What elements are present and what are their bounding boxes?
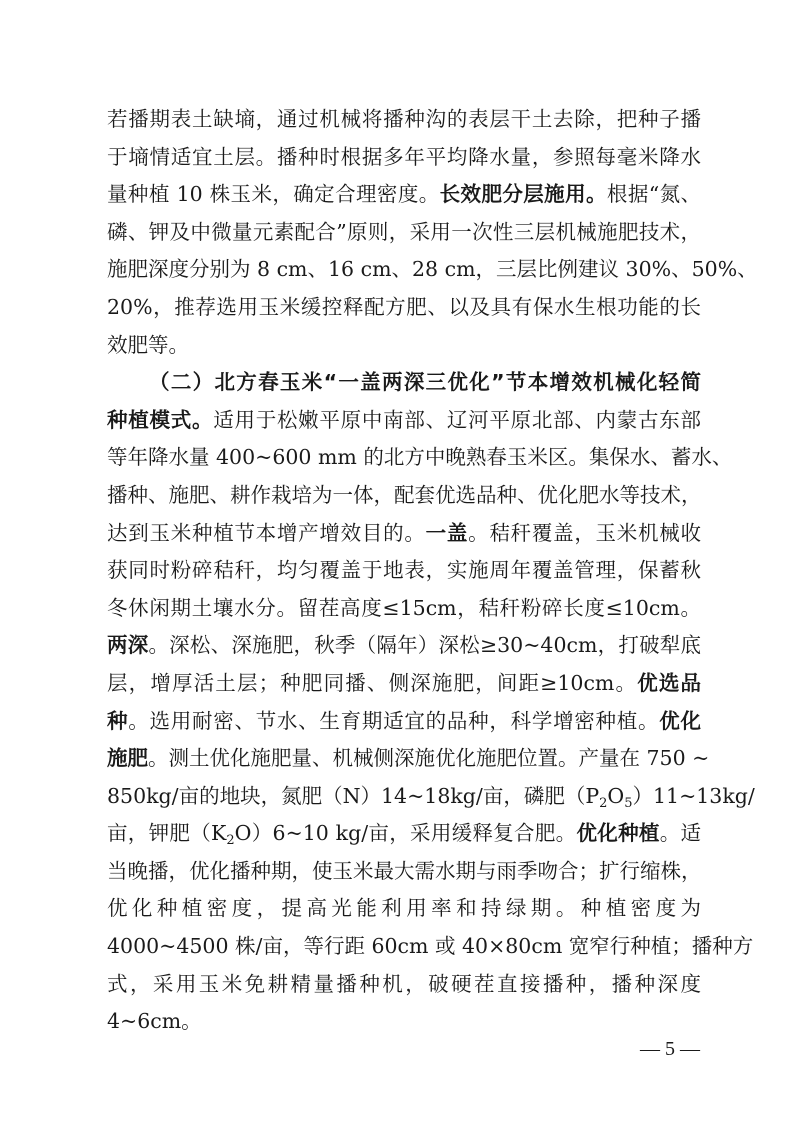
text-line [107,890,701,928]
text-segment: 磷、钾及中微量元素配合”原则，采用一次性三层机械施肥技术， [107,219,701,244]
text-segment: 。秸秆覆盖，玉米机械收 [468,520,702,545]
text-segment: 施肥深度分别为 8 cm、16 cm、28 cm，三层比例建议 30%、50%、 [107,257,758,282]
text-line [107,101,701,139]
text-line [107,665,701,703]
text-segment: O）6~10 kg/亩，采用缓释复合肥。 [234,821,577,846]
text-segment: 2 [226,833,235,849]
paragraph [107,101,758,364]
text-segment: 优化种植密度，提高光能利用率和持绿期。种植密度为 [107,896,701,921]
bold-text: 种植模式。 [107,407,214,432]
text-segment: O [607,783,625,808]
text-segment: 量种植 10 株玉米，确定合理密度。 [107,182,440,207]
text-segment: 850kg/亩的地块，氮肥（N）14~18kg/亩，磷肥（P [107,783,600,808]
text-line [107,176,701,214]
text-segment: 层，增厚活土层；种肥同播、侧深施肥，间距≥10cm。 [107,670,638,695]
text-segment: 亩，钾肥（K [107,821,227,846]
text-segment: 20%，推荐选用玉米缓控释配方肥、以及具有保水生根功能的长 [107,294,701,319]
text-line [107,966,701,1004]
text-line [107,364,701,402]
text-line [107,928,754,966]
text-segment: 若播期表土缺墒，通过机械将播种沟的表层干土去除，把种子播 [107,107,701,131]
text-segment: 。适 [659,821,701,846]
text-segment: 当晚播，优化播种期，使玉米最大需水期与雨季吻合；扩行缩株， [107,858,702,883]
text-line [107,515,701,553]
page-number: — 5 — [640,1038,700,1060]
text-segment: 。选用耐密、节水、生育期适宜的品种，科学增密种植。 [128,708,660,733]
text-line [107,815,701,853]
text-segment: 达到玉米种植节本增产增效目的。 [107,520,426,545]
text-line [107,139,701,177]
text-segment: 适用于松嫩平原中南部、辽河平原北部、内蒙古东部 [213,407,702,432]
text-line [107,552,701,590]
bold-text: 优选品 [637,670,702,695]
bold-text: 施肥 [107,746,148,771]
text-segment: 根据“氮、 [606,182,702,207]
text-line [107,289,701,327]
text-segment: 式，采用玉米免耕精量播种机，破硬茬直接播种，播种深度 [107,971,701,996]
body-text [107,101,758,1041]
bold-text: 一盖 [425,520,469,545]
text-line [107,402,701,440]
text-line [107,439,733,477]
text-segment: 5 [624,795,633,811]
text-line [107,327,701,365]
text-segment: 。深松、深施肥，秋季（隔年）深松≥30~40cm，打破犁底 [148,633,702,658]
text-line [107,703,701,741]
text-line [107,590,701,628]
bold-text: 优化种植 [576,821,660,846]
bold-text: 长效肥分层施用。 [439,182,607,207]
text-segment: ）11~13kg/ [632,783,755,808]
text-segment: 效肥等。 [107,332,189,357]
text-line [107,778,755,816]
paragraph [107,364,755,1041]
text-segment: 2 [599,795,608,811]
text-line [107,740,710,778]
text-line [107,853,701,891]
text-segment: 冬休闲期土壤水分。留茬高度≤15cm，秸秆粉碎长度≤10cm。 [107,595,701,620]
text-line [107,251,758,289]
text-line [107,1003,701,1041]
bold-text: 种 [107,708,129,733]
text-segment: 播种、施肥、耕作栽培为一体，配套优选品种、优化肥水等技术， [107,482,702,507]
bold-text: 两深 [107,633,149,658]
text-line [107,214,701,252]
text-line [107,627,701,665]
text-segment: 获同时粉碎秸秆，均匀覆盖于地表，实施周年覆盖管理，保蓄秋 [107,558,701,583]
text-segment: 等年降水量 400~600 mm 的北方中晚熟春玉米区。集保水、蓄水、 [107,445,733,470]
text-segment: 于墒情适宜土层。播种时根据多年平均降水量，参照每毫米降水 [107,144,701,169]
text-line [107,477,701,515]
text-segment: 。测土优化施肥量、机械侧深施优化施肥位置。产量在 750 ~ [148,746,710,771]
bold-text: 优化 [659,708,702,733]
text-segment: 4000~4500 株/亩，等行距 60cm 或 40×80cm 宽窄行种植；播种方 [107,934,754,959]
text-segment: 4~6cm。 [107,1009,202,1034]
bold-text: （二）北方春玉米“一盖两深三优化”节本增效机械化轻简 [149,370,701,395]
